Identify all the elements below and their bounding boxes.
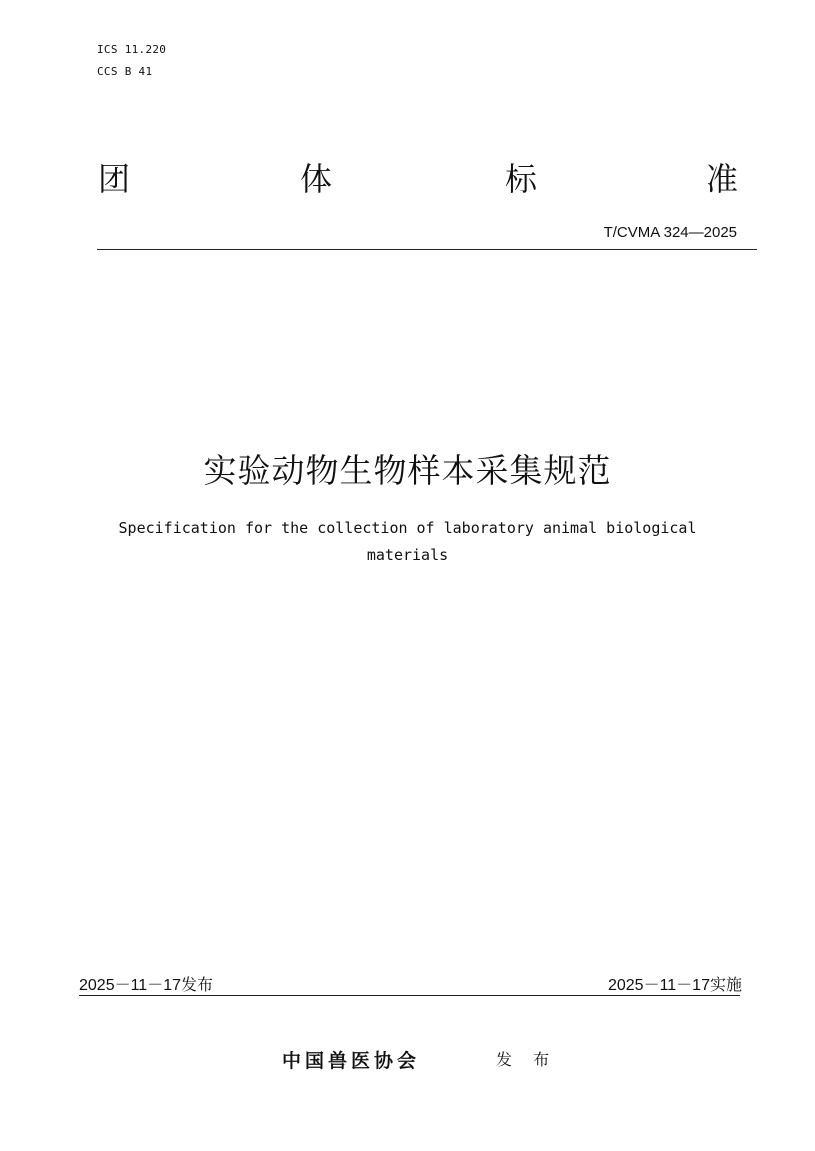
issue-date-value: 2025－11－17 xyxy=(79,977,182,994)
header-rule xyxy=(97,249,757,250)
chinese-title: 实验动物生物样本采集规范 xyxy=(203,451,612,490)
english-title xyxy=(70,515,745,569)
publish-label: 发 布 xyxy=(496,1050,558,1069)
publisher-name: 中国兽医协会 xyxy=(282,1050,421,1072)
english-title-line: Specification for the collection of laboratory animal biological xyxy=(118,519,697,537)
ccs-code: CCS B 41 xyxy=(97,65,153,78)
standard-type-char: 团 xyxy=(98,160,131,198)
implementation-label: 实施 xyxy=(709,975,742,994)
standard-type-char: 标 xyxy=(505,160,538,198)
standard-type-char: 准 xyxy=(706,160,739,198)
issue-label: 发布 xyxy=(181,975,214,994)
english-title-line: materials xyxy=(366,546,449,564)
implementation-date xyxy=(608,972,742,995)
standard-type-char: 体 xyxy=(300,160,333,198)
ics-code: ICS 11.220 xyxy=(97,43,167,56)
issue-date xyxy=(79,972,213,995)
standard-number: T/CVMA 324—2025 xyxy=(603,224,737,241)
date-rule xyxy=(79,995,740,996)
implementation-date-value: 2025－11－17 xyxy=(607,977,710,994)
